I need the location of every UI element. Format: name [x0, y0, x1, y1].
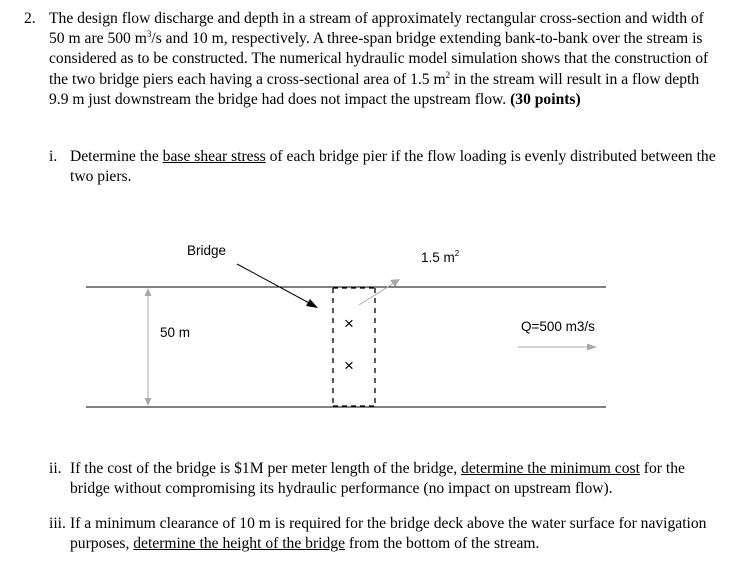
part-i-number: i.	[49, 148, 58, 165]
area-pointer-arrowhead	[390, 279, 400, 287]
bridge-pointer-arrowhead	[306, 299, 318, 308]
part-ii-number: ii.	[49, 460, 62, 477]
cubic-superscript: 3	[146, 29, 152, 40]
pier-marker-1: ×	[344, 314, 354, 333]
part-i-underlined-task: base shear stress	[162, 148, 266, 165]
question-text-part-3: in the stream will result in a flow depth 9.9 m just downstream the bridge had does not impact the upstream flow.	[49, 70, 700, 108]
part-iii-text-after: from the bottom of the stream.	[345, 535, 540, 553]
bridge-pointer-line	[237, 264, 311, 304]
question-number-label: 2.	[24, 10, 36, 27]
pier-marker-2: ×	[344, 356, 354, 375]
width-arrowhead-bottom	[145, 398, 152, 406]
part-i-text-before: Determine the	[70, 148, 163, 165]
part-ii-text-before: If the cost of the bridge is $1M per meter length of the bridge,	[70, 460, 462, 477]
width-arrowhead-top	[145, 288, 152, 296]
part-iii-number: iii.	[49, 515, 66, 532]
part-i-text-after: of each bridge pier if the flow loading is evenly distributed between the two piers.	[70, 148, 716, 186]
area-label-superscript: 2	[454, 249, 460, 258]
part-iii-text-before: If a minimum clearance of 10 m is required for the bridge deck above the water surface for navigation purposes,	[70, 515, 707, 553]
squared-superscript: 2	[445, 69, 451, 80]
part-iii-text	[70, 514, 720, 554]
part-ii-text-after: for the bridge without compromising its hydraulic performance (no impact on upstream flow).	[70, 460, 685, 498]
part-ii-text	[70, 459, 725, 499]
area-label-value: 1.5 m	[421, 250, 455, 265]
bridge-label: Bridge	[187, 243, 227, 258]
area-pointer-line	[359, 283, 394, 305]
question-text-part-1: The design flow discharge and depth in a stream of approximately rectangular cross-section and width of 50 m are 500 m	[49, 10, 704, 48]
part-iii-underlined-task: determine the height of the bridge	[133, 535, 345, 553]
part-ii-underlined-task: determine the minimum cost	[461, 460, 640, 477]
flow-label: Q=500 m3/s	[521, 319, 595, 334]
width-label: 50 m	[160, 325, 191, 340]
area-label	[421, 249, 460, 265]
points-label: (30 points)	[510, 90, 581, 108]
flow-arrowhead	[587, 344, 597, 351]
question-text-part-2: /s and 10 m, respectively. A three-span bridge extending bank-to-bank over the stream is considered as to be constructed. The numerical hydraulic model simulation shows that the construction of the two bridge piers each having a cross-sectional area of 1.5 m	[49, 30, 709, 88]
